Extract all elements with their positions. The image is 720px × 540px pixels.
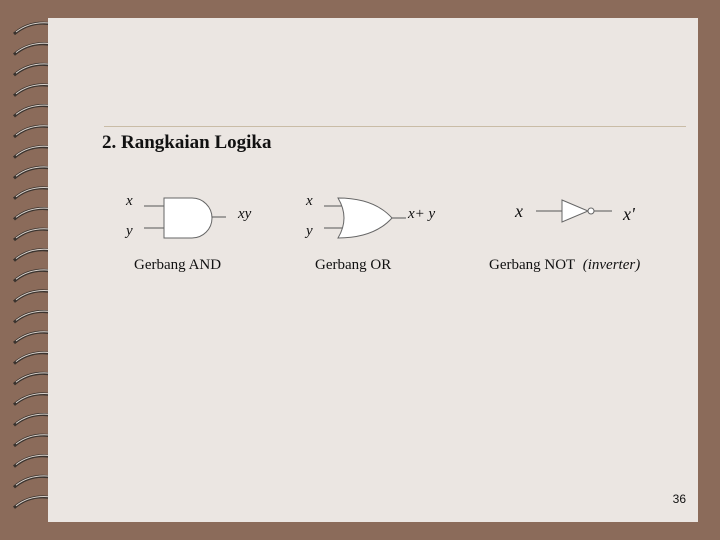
not-input-label: x [515, 201, 523, 221]
or-input-y-label: y [306, 223, 313, 239]
page-number: 36 [672, 492, 686, 506]
title-rule [104, 126, 686, 127]
or-gate-symbol [324, 196, 414, 240]
or-input-x-label: x [306, 193, 313, 209]
not-gate-symbol [536, 196, 622, 226]
and-input-y-label: y [126, 223, 133, 239]
slide-page [48, 18, 698, 522]
or-gate-caption: Gerbang OR [315, 257, 392, 273]
and-output-label: xy [238, 206, 252, 222]
not-gate-caption [489, 257, 640, 274]
not-caption-text: Gerbang NOT [489, 257, 576, 273]
and-input-x-label: x [126, 193, 133, 209]
and-gate-symbol [144, 196, 234, 240]
not-caption-note: (inverter) [582, 257, 641, 273]
and-gate-caption: Gerbang AND [134, 257, 222, 273]
or-output-label: x+ y [408, 206, 436, 222]
slide-title: 2. Rangkaian Logika [102, 132, 272, 153]
not-output-label: x' [623, 204, 635, 224]
